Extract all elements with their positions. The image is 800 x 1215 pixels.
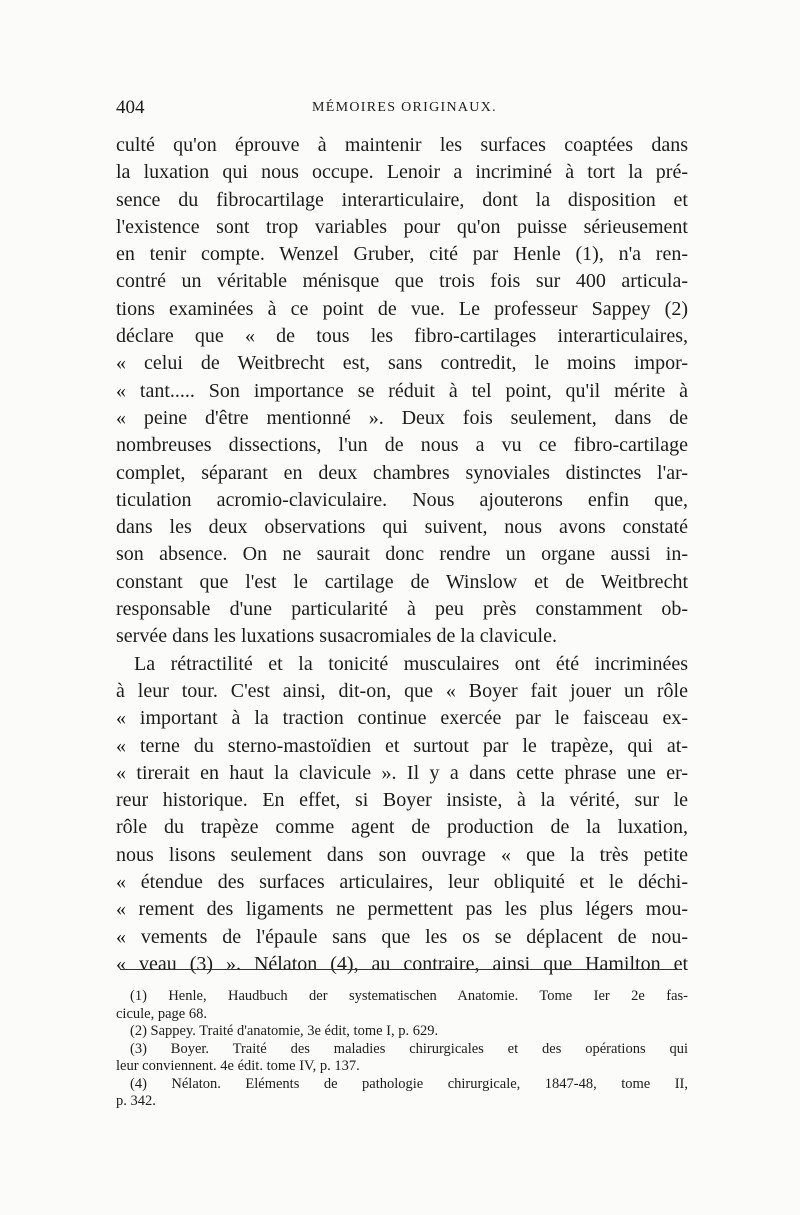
- text-line: « celui de Weitbrecht est, sans contredit, le moins impor-: [116, 352, 688, 375]
- text-line: « étendue des surfaces articulaires, leur obliquité et le déchi-: [116, 871, 688, 894]
- text-line: à leur tour. C'est ainsi, dit-on, que « Boyer fait jouer un rôle: [116, 679, 688, 702]
- text-line: sence du fibrocartilage interarticulaire, dont la disposition et: [116, 188, 688, 211]
- body-text: [116, 132, 688, 978]
- text-line: « important à la traction continue exercée par le faisceau ex-: [116, 707, 688, 730]
- footnote-line: (4) Nélaton. Eléments de pathologie chirurgicale, 1847-48, tome II,: [130, 1075, 688, 1092]
- text-line: « veau (3) ». Nélaton (4), au contraire, ainsi que Hamilton et: [116, 952, 688, 975]
- text-line: reur historique. En effet, si Boyer insiste, à la vérité, sur le: [116, 789, 688, 812]
- text-line: contré un véritable ménisque que trois fois sur 400 articula-: [116, 270, 688, 293]
- text-line: son absence. On ne saurait donc rendre un organe aussi in-: [116, 543, 688, 566]
- footnote-line: (3) Boyer. Traité des maladies chirurgicales et des opérations qui: [130, 1040, 688, 1057]
- text-line: déclare que « de tous les fibro-cartilages interarticulaires,: [116, 325, 688, 348]
- text-line: « terne du sterno-mastoïdien et surtout par le trapèze, qui at-: [116, 734, 688, 757]
- text-line: nombreuses dissections, l'un de nous a vu ce fibro-cartilage: [116, 434, 688, 457]
- footnote-line: p. 342.: [116, 1093, 156, 1109]
- page-header: [116, 97, 688, 121]
- footnote-line: leur conviennent. 4e édit. tome IV, p. 137.: [116, 1058, 360, 1074]
- footnote-line: (2) Sappey. Traité d'anatomie, 3e édit, tome I, p. 629.: [130, 1023, 439, 1039]
- text-line: « rement des ligaments ne permettent pas les plus légers mou-: [116, 898, 688, 921]
- text-line: « vements de l'épaule sans que les os se déplacent de nou-: [116, 925, 688, 948]
- text-line: constant que l'est le cartilage de Winslow et de Weitbrecht: [116, 570, 688, 593]
- footnotes: [116, 988, 688, 1111]
- footnote-line: cicule, page 68.: [116, 1005, 207, 1022]
- footnote-rule: [120, 969, 682, 970]
- text-line: l'existence sont trop variables pour qu'on puisse sérieusement: [116, 215, 688, 238]
- text-line: complet, séparant en deux chambres synoviales distinctes l'ar-: [116, 461, 688, 484]
- text-line: « peine d'être mentionné ». Deux fois seulement, dans de: [116, 406, 688, 429]
- footnote-line: (1) Henle, Haudbuch der systematischen Anatomie. Tome Ier 2e fas-: [130, 988, 688, 1004]
- text-line: en tenir compte. Wenzel Gruber, cité par Henle (1), n'a ren-: [116, 243, 688, 266]
- text-line: rôle du trapèze comme agent de production de la luxation,: [116, 816, 688, 839]
- page-number: 404: [116, 97, 145, 118]
- running-head: MÉMOIRES ORIGINAUX.: [312, 100, 497, 115]
- text-line: La rétractilité et la tonicité musculaires ont été incriminées: [134, 652, 688, 675]
- text-line: « tant..... Son importance se réduit à tel point, qu'il mérite à: [116, 379, 688, 402]
- text-line: « tirerait en haut la clavicule ». Il y a dans cette phrase une er-: [116, 761, 688, 784]
- text-line: servée dans les luxations susacromiales de la clavicule.: [116, 625, 557, 648]
- text-line: dans les deux observations qui suivent, nous avons constaté: [116, 516, 688, 539]
- text-line: ticulation acromio-claviculaire. Nous ajouterons enfin que,: [116, 488, 688, 511]
- text-line: la luxation qui nous occupe. Lenoir a incriminé à tort la pré-: [116, 161, 688, 184]
- text-line: culté qu'on éprouve à maintenir les surfaces coaptées dans: [116, 134, 688, 156]
- text-line: responsable d'une particularité à peu près constamment ob-: [116, 598, 688, 621]
- text-line: nous lisons seulement dans son ouvrage « que la très petite: [116, 843, 688, 866]
- text-line: tions examinées à ce point de vue. Le professeur Sappey (2): [116, 297, 688, 320]
